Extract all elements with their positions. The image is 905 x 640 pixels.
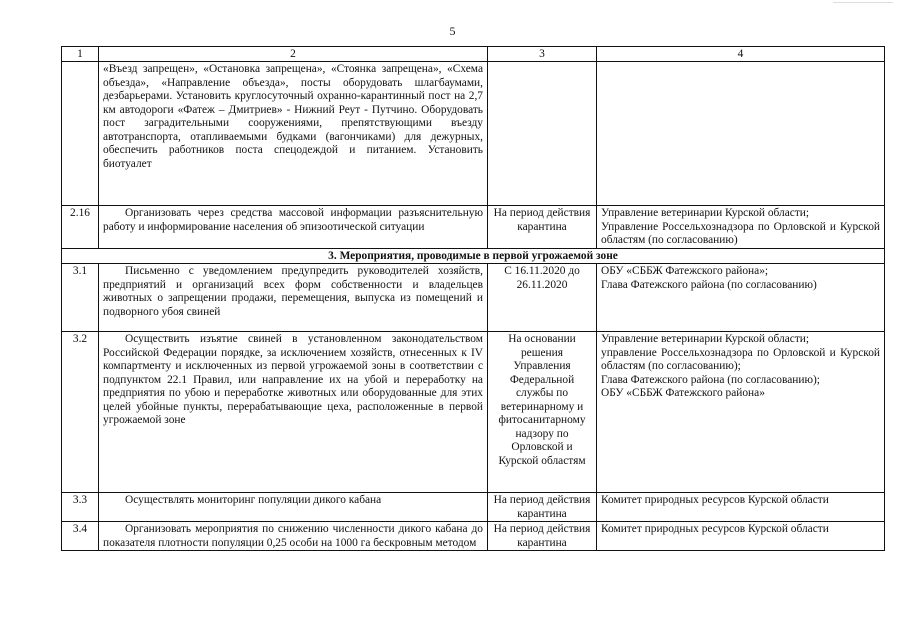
- term-text: [488, 62, 597, 206]
- header-col-4: 4: [597, 47, 885, 62]
- measure-text: Письменно с уведомлением предупредить руководителей хозяйств, предприятий и организаций всех форм собственности и владельцев животных о запрещении продажи, перемещения, выпуска из помещений и подворного убоя свиней: [99, 264, 488, 332]
- measure-text: Осуществить изъятие свиней в установленном законодательством Российской Федерации порядке, за исключением хозяйств, отнесенных к IV компартменту и исключенных из первой угрожаемой зоны в соответствии с подпунктом 22.1 Правил, или направление их на убой и переработку на предприятия по убою и переработке животных или оборудованные для этих целей убойные пункты, перерабатывающие цеха, расположенные в первой угрожаемой зоне: [99, 332, 488, 493]
- row-number: [62, 62, 99, 206]
- measure-text: Осуществлять мониторинг популяции дикого кабана: [99, 493, 488, 522]
- page-number: 5: [449, 24, 456, 38]
- measure-text: Организовать мероприятия по снижению численности дикого кабана до показателя плотности популяции 0,25 особи на 1000 га бескровным методом: [99, 522, 488, 551]
- measure-text: «Въезд запрещен», «Остановка запрещена», «Стоянка запрещена», «Схема объезда», «Направление объезда», посты оборудовать шлагбаумами, дезбарьерами. Установить круглосуточный охранно-карантинный пост на 2,7 км автодороги «Фатеж – Дмитриев» - Нижний Реут - Путчино. Оборудовать пост заградительными сооружениями, препятствующими въезду автотранспорта, отапливаемыми будками (вагончиками) для дежурных, обеспечить работников поста спецодеждой и питанием. Установить биотуалет: [99, 62, 488, 206]
- measures-table: [61, 46, 885, 551]
- term-text: На период действия карантина: [488, 522, 597, 551]
- section-3-title: 3. Мероприятия, проводимые в первой угрожаемой зоне: [62, 248, 885, 264]
- responsible-text: [597, 62, 885, 206]
- measure-text: Организовать через средства массовой информации разъяснительную работу и информирование населения об эпизоотической ситуации: [99, 206, 488, 249]
- table-row: [62, 332, 885, 493]
- responsible-text: Комитет природных ресурсов Курской области: [597, 493, 885, 522]
- responsible-text: ОБУ «СББЖ Фатежского района»; Глава Фатежского района (по согласованию): [597, 264, 885, 332]
- table-row: [62, 522, 885, 551]
- table-row: [62, 206, 885, 249]
- row-number: 3.3: [62, 493, 99, 522]
- responsible-text: Комитет природных ресурсов Курской области: [597, 522, 885, 551]
- row-number: 2.16: [62, 206, 99, 249]
- top-edge-mark: [833, 2, 893, 3]
- section-header-row: [62, 248, 885, 264]
- table-row: [62, 264, 885, 332]
- header-col-1: 1: [62, 47, 99, 62]
- responsible-text: Управление ветеринарии Курской области; Управление Россельхознадзора по Орловской и Курской областям (по согласованию): [597, 206, 885, 249]
- table-row: [62, 62, 885, 206]
- table-header-row: [62, 47, 885, 62]
- term-text: На период действия карантина: [488, 206, 597, 249]
- row-number: 3.2: [62, 332, 99, 493]
- header-col-3: 3: [488, 47, 597, 62]
- row-number: 3.4: [62, 522, 99, 551]
- term-text: С 16.11.2020 до 26.11.2020: [488, 264, 597, 332]
- responsible-text: Управление ветеринарии Курской области; управление Россельхознадзора по Орловской и Курской областям (по согласованию); Глава Фатежского района (по согласованию); ОБУ «СББЖ Фатежского района»: [597, 332, 885, 493]
- term-text: На период действия карантина: [488, 493, 597, 522]
- table-row: [62, 493, 885, 522]
- term-text: На основании решения Управления Федеральной службы по ветеринарному и фитосанитарному надзору по Орловской и Курской областям: [488, 332, 597, 493]
- row-number: 3.1: [62, 264, 99, 332]
- header-col-2: 2: [99, 47, 488, 62]
